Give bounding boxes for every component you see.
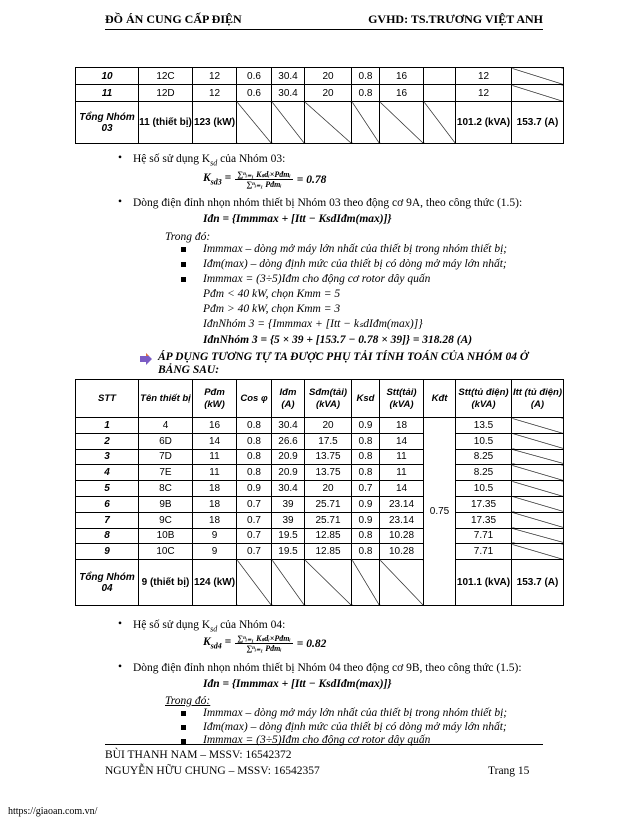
footer-divider — [105, 744, 543, 745]
table-cell: 9 — [193, 544, 237, 560]
table-cell: 0.7 — [237, 496, 272, 512]
table-total-row — [76, 102, 564, 144]
table-cell: 0.8 — [352, 528, 380, 544]
table-cell: 23.14 — [380, 496, 424, 512]
table-cell: 0.7 — [237, 512, 272, 528]
total-stt: 101.1 (kVA) — [456, 560, 512, 606]
peak3-result: IđnNhóm 3 = {5 × 39 + [153.7 − 0.78 × 39]} = 318.28 (A) — [203, 334, 473, 346]
table-cell: 0.8 — [352, 544, 380, 560]
empty-diagonal-cell — [305, 560, 352, 606]
peak3-line: Pđm < 40 kW, chọn Kmm = 5 — [203, 288, 341, 300]
header-supervisor: GVHD: TS.TRƯƠNG VIỆT ANH — [368, 12, 543, 26]
table-row — [76, 85, 564, 102]
empty-diagonal-cell — [512, 528, 564, 544]
table-cell: 0.8 — [352, 449, 380, 465]
table-cell: 20 — [305, 68, 352, 85]
table-cell: 39 — [272, 512, 305, 528]
table-cell: 8.25 — [456, 465, 512, 481]
total-devices: 11 (thiết bị) — [139, 102, 193, 144]
table-cell: 20.9 — [272, 449, 305, 465]
table-cell: 12.85 — [305, 528, 352, 544]
table-cell: 10.5 — [456, 433, 512, 449]
table-row — [76, 544, 564, 560]
table-cell: 10B — [139, 528, 193, 544]
table-cell: 20 — [305, 481, 352, 497]
table-cell: 17.35 — [456, 496, 512, 512]
table-cell: 12 — [193, 68, 237, 85]
peak4-formula: Iđn = {Immmax + [Itt − KsdIđm(max)]} — [203, 678, 392, 690]
ksd4-text: Hệ số sử dụng $K_{sd}$ của Nhóm 04: — [133, 619, 286, 634]
empty-diagonal-cell — [352, 102, 380, 144]
peak3-item: Immmax – dòng mở máy lớn nhất của thiết bị trong nhóm thiết bị; — [203, 243, 508, 255]
table-cell: 3 — [76, 449, 139, 465]
table-cell: 19.5 — [272, 544, 305, 560]
column-header: Sđm(tải) (kVA) — [305, 380, 352, 418]
column-header: Ksd — [352, 380, 380, 418]
table-cell: 20 — [305, 85, 352, 102]
arrow-icon — [140, 353, 152, 365]
empty-diagonal-cell — [380, 102, 424, 144]
table-cell: 17.35 — [456, 512, 512, 528]
empty-diagonal-cell — [512, 481, 564, 497]
table-cell: 17.5 — [305, 433, 352, 449]
empty-diagonal-cell — [237, 102, 272, 144]
table-cell: 12 — [193, 85, 237, 102]
section-title: ÁP DỤNG TƯƠNG TỰ TA ĐƯỢC PHỤ TẢI TÍNH TOÁN CỦA NHÓM 04 Ở BẢNG SAU: — [158, 351, 529, 376]
table-cell: 0.8 — [352, 85, 380, 102]
column-header: Tên thiết bị — [139, 380, 193, 418]
table-cell: 12.85 — [305, 544, 352, 560]
table-row — [76, 528, 564, 544]
table-cell: 7.71 — [456, 528, 512, 544]
table-cell: 6 — [76, 496, 139, 512]
table-cell: 4 — [139, 418, 193, 434]
table-cell: 13.75 — [305, 465, 352, 481]
table-row — [76, 449, 564, 465]
total-label: Tổng Nhóm 03 — [76, 102, 139, 144]
peak3-item: Immmax = (3÷5)Iđm cho động cơ rotor dây quấn — [203, 273, 431, 285]
table-cell: 12 — [456, 68, 512, 85]
square-bullet — [181, 277, 186, 282]
table-cell: 14 — [380, 433, 424, 449]
table-cell: 10.28 — [380, 544, 424, 560]
table-cell: 9C — [139, 512, 193, 528]
table-cell: 10.28 — [380, 528, 424, 544]
table-cell: 7.71 — [456, 544, 512, 560]
total-itt: 153.7 (A) — [512, 560, 564, 606]
empty-diagonal-cell — [512, 465, 564, 481]
table-cell: 14 — [380, 481, 424, 497]
table-total-row — [76, 560, 564, 606]
table-cell: 11 — [76, 85, 139, 102]
table-row — [76, 433, 564, 449]
square-bullet — [181, 262, 186, 267]
table-cell: 11 — [193, 449, 237, 465]
page-header — [105, 8, 543, 30]
group04-table — [75, 379, 564, 606]
empty-diagonal-cell — [512, 433, 564, 449]
table-cell: 30.4 — [272, 85, 305, 102]
table-cell: 0.8 — [352, 465, 380, 481]
table-cell: 6D — [139, 433, 193, 449]
empty-diagonal-cell — [424, 102, 456, 144]
table-cell: 9 — [193, 528, 237, 544]
table-cell: 0.8 — [237, 418, 272, 434]
table-cell: 7 — [76, 512, 139, 528]
peak3-line: IđnNhóm 3 = {Immmax + [Itt − kₛdIđm(max)]} — [203, 318, 423, 330]
ksd4-formula: $K_{sd4}$ = ∑ⁿᵢ₌₁ Kₛdᵢ×Pđmᵢ ∑ⁿᵢ₌₁ Pđmᵢ = 0.82 — [203, 634, 327, 653]
empty-diagonal-cell — [380, 560, 424, 606]
table-cell: 39 — [272, 496, 305, 512]
empty-diagonal-cell — [305, 102, 352, 144]
table-cell: 18 — [193, 512, 237, 528]
table-cell: 8 — [76, 528, 139, 544]
column-header: Itt (tủ điện) (A) — [512, 380, 564, 418]
total-devices: 9 (thiết bị) — [139, 560, 193, 606]
table-cell: 30.4 — [272, 68, 305, 85]
table-cell: 0.6 — [237, 68, 272, 85]
table-cell: 12D — [139, 85, 193, 102]
peak4-item: Iđm(max) – dòng định mức của thiết bị có dòng mở máy lớn nhất; — [203, 721, 507, 733]
table-cell: 0.9 — [237, 481, 272, 497]
peak3-text: Dòng điện đỉnh nhọn nhóm thiết bị Nhóm 03 theo động cơ 9A, theo công thức (1.5): — [133, 197, 523, 209]
table-cell: 0.7 — [237, 528, 272, 544]
column-header: Kđt — [424, 380, 456, 418]
peak3-line: Pđm > 40 kW, chọn Kmm = 3 — [203, 303, 341, 315]
table-cell: 0.7 — [352, 481, 380, 497]
table-cell: 18 — [193, 496, 237, 512]
table-row — [76, 418, 564, 434]
table-cell: 20.9 — [272, 465, 305, 481]
peak4-item: Immmax – dòng mở máy lớn nhất của thiết bị trong nhóm thiết bị; — [203, 707, 508, 719]
column-header: Stt(tải) (kVA) — [380, 380, 424, 418]
table-cell: 11 — [193, 465, 237, 481]
table-cell: 26.6 — [272, 433, 305, 449]
table-cell: 30.4 — [272, 481, 305, 497]
group03-table — [75, 67, 564, 144]
table-cell: 11 — [380, 449, 424, 465]
empty-diagonal-cell — [272, 560, 305, 606]
table-cell: 0.9 — [352, 512, 380, 528]
table-cell: 20 — [305, 418, 352, 434]
peak3-item: Iđm(max) – dòng định mức của thiết bị có dòng mở máy lớn nhất; — [203, 258, 507, 270]
empty-diagonal-cell — [512, 496, 564, 512]
table-cell: 0.8 — [237, 449, 272, 465]
kdt-cell: 0.75 — [424, 418, 456, 606]
ksd3-text: Hệ số sử dụng $K_{sd}$ của Nhóm 03: — [133, 153, 286, 168]
table-cell: 10C — [139, 544, 193, 560]
table-cell: 23.14 — [380, 512, 424, 528]
empty-diagonal-cell — [512, 544, 564, 560]
bullet-dot: • — [118, 196, 123, 208]
table-cell: 11 — [380, 465, 424, 481]
table-cell: 10 — [76, 68, 139, 85]
table-cell: 0.9 — [352, 418, 380, 434]
table-cell: 7E — [139, 465, 193, 481]
peak4-item: Immmax = (3÷5)Iđm cho động cơ rotor dây quấn — [203, 734, 431, 746]
table-cell: 19.5 — [272, 528, 305, 544]
table-cell: 5 — [76, 481, 139, 497]
table-cell: 8.25 — [456, 449, 512, 465]
table-row — [76, 68, 564, 85]
table-row — [76, 512, 564, 528]
peak3-where: Trong đó: — [165, 231, 211, 243]
empty-diagonal-cell — [512, 85, 564, 102]
table-cell: 9 — [76, 544, 139, 560]
empty-diagonal-cell — [352, 560, 380, 606]
empty-diagonal-cell — [512, 512, 564, 528]
table-cell: 25.71 — [305, 496, 352, 512]
table-cell: 18 — [380, 418, 424, 434]
table-cell: 0.9 — [352, 496, 380, 512]
table-cell: 7D — [139, 449, 193, 465]
footer-author1: BÙI THANH NAM – MSSV: 16542372 — [105, 749, 292, 761]
table-cell: 12 — [456, 85, 512, 102]
table-cell: 25.71 — [305, 512, 352, 528]
table-cell: 9B — [139, 496, 193, 512]
table-cell: 10.5 — [456, 481, 512, 497]
table-cell — [424, 68, 456, 85]
footer-author2: NGUYỄN HỮU CHUNG – MSSV: 16542357 — [105, 765, 320, 777]
peak4-where: Trong đó: — [165, 695, 211, 707]
empty-diagonal-cell — [512, 68, 564, 85]
table-cell: 0.6 — [237, 85, 272, 102]
table-cell: 14 — [193, 433, 237, 449]
bullet-dot: • — [118, 661, 123, 673]
table-row — [76, 481, 564, 497]
column-header: Cos φ — [237, 380, 272, 418]
table-cell: 13.75 — [305, 449, 352, 465]
peak3-formula: Iđn = {Immmax + [Itt − KsdIđm(max)]} — [203, 213, 392, 225]
empty-diagonal-cell — [237, 560, 272, 606]
page-number: Trang 15 — [488, 765, 530, 777]
table-cell: 18 — [193, 481, 237, 497]
table-cell: 0.8 — [352, 433, 380, 449]
total-stt: 101.2 (kVA) — [456, 102, 512, 144]
table-cell: 1 — [76, 418, 139, 434]
square-bullet — [181, 247, 186, 252]
table-cell: 13.5 — [456, 418, 512, 434]
total-label: Tổng Nhóm 04 — [76, 560, 139, 606]
empty-diagonal-cell — [512, 418, 564, 434]
table-cell: 2 — [76, 433, 139, 449]
source-url[interactable]: https://giaoan.com.vn/ — [8, 806, 98, 817]
square-bullet — [181, 711, 186, 716]
table-cell: 16 — [380, 85, 424, 102]
table-cell — [424, 85, 456, 102]
table-cell: 4 — [76, 465, 139, 481]
table-cell: 16 — [380, 68, 424, 85]
square-bullet — [181, 725, 186, 730]
table-cell: 0.8 — [237, 433, 272, 449]
empty-diagonal-cell — [272, 102, 305, 144]
ksd3-formula: $K_{sd3}$ = ∑ⁿᵢ₌₁ Kₛdᵢ×Pđmᵢ ∑ⁿᵢ₌₁ Pđmᵢ = 0.78 — [203, 170, 327, 189]
column-header: Iđm (A) — [272, 380, 305, 418]
header-title: ĐỒ ÁN CUNG CẤP ĐIỆN — [105, 12, 242, 26]
column-header: STT — [76, 380, 139, 418]
bullet-dot: • — [118, 618, 123, 630]
table-cell: 16 — [193, 418, 237, 434]
table-row — [76, 465, 564, 481]
table-row — [76, 496, 564, 512]
empty-diagonal-cell — [512, 449, 564, 465]
table-cell: 0.8 — [237, 465, 272, 481]
column-header: Pđm (kW) — [193, 380, 237, 418]
total-power: 123 (kW) — [193, 102, 237, 144]
total-power: 124 (kW) — [193, 560, 237, 606]
table-cell: 12C — [139, 68, 193, 85]
column-header: Stt(tủ điện) (kVA) — [456, 380, 512, 418]
table-cell: 0.8 — [352, 68, 380, 85]
table-cell: 0.7 — [237, 544, 272, 560]
total-itt: 153.7 (A) — [512, 102, 564, 144]
table-cell: 30.4 — [272, 418, 305, 434]
table-cell: 8C — [139, 481, 193, 497]
peak4-text: Dòng điện đỉnh nhọn nhóm thiết bị Nhóm 04 theo động cơ 9B, theo công thức (1.5): — [133, 662, 522, 674]
bullet-dot: • — [118, 152, 123, 164]
